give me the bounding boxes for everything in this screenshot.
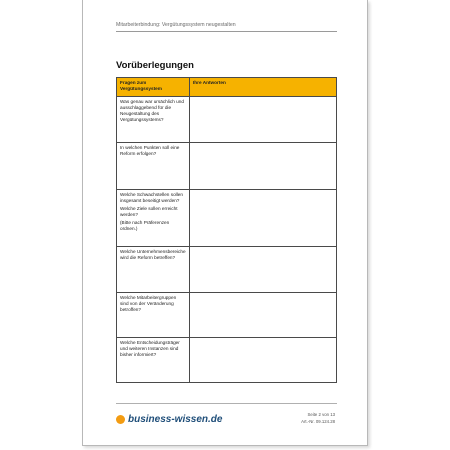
table-row [117, 293, 337, 338]
question-cell [117, 143, 190, 190]
answer-cell[interactable] [190, 143, 337, 190]
question-text: Welche Schwachstellen sollen insgesamt beseitigt werden? [120, 192, 183, 203]
answer-cell[interactable] [190, 338, 337, 383]
question-text: Was genau war ursächlich und ausschlaggebend für die Neugestaltung des Vergütungssystems? [120, 99, 184, 122]
table-row [117, 190, 337, 247]
questionnaire-table [116, 77, 337, 383]
question-text: Welche Unternehmensbereiche wird die Reform betreffen? [120, 249, 186, 260]
article-number: Art.-Nr. 09.124.28 [301, 419, 335, 424]
table-header-row [117, 78, 337, 97]
page-number: Seite 2 von 13 [307, 412, 335, 417]
answer-cell[interactable] [190, 293, 337, 338]
page-info [301, 411, 335, 425]
question-text: In welchen Punkten soll eine Reform erfolgen? [120, 145, 180, 156]
document-page [82, 0, 368, 446]
question-text: Welche Mitarbeitergruppen sind von der Veränderung betroffen? [120, 295, 177, 312]
answer-cell[interactable] [190, 190, 337, 247]
question-cell [117, 338, 190, 383]
question-cell [117, 247, 190, 293]
brand-logo [116, 414, 222, 425]
answer-cell[interactable] [190, 97, 337, 143]
logo-dot-icon [116, 415, 125, 424]
question-cell [117, 190, 190, 247]
question-text: Welche Ziele sollen erreicht werden? [120, 206, 178, 217]
footer-divider [116, 403, 337, 404]
table-row [117, 338, 337, 383]
header-divider [116, 31, 337, 32]
logo-text: business-wissen.de [128, 414, 223, 425]
column-header-answers: Ihre Antworten [190, 78, 337, 97]
column-header-questions: Fragen zum Vergütungssystem [117, 78, 190, 97]
question-cell [117, 293, 190, 338]
page-header: Mitarbeiterbindung: Vergütungssystem neugestalten [116, 22, 236, 28]
answer-cell[interactable] [190, 247, 337, 293]
question-text: (Bitte nach Präferenzen ordnen.) [120, 220, 170, 231]
table-row [117, 143, 337, 190]
question-cell [117, 97, 190, 143]
table-row [117, 247, 337, 293]
question-text: Welche Entscheidungsträger und weiteren Instanzen sind bisher informiert? [120, 340, 180, 357]
table-row [117, 97, 337, 143]
section-title: Vorüberlegungen [116, 60, 194, 71]
